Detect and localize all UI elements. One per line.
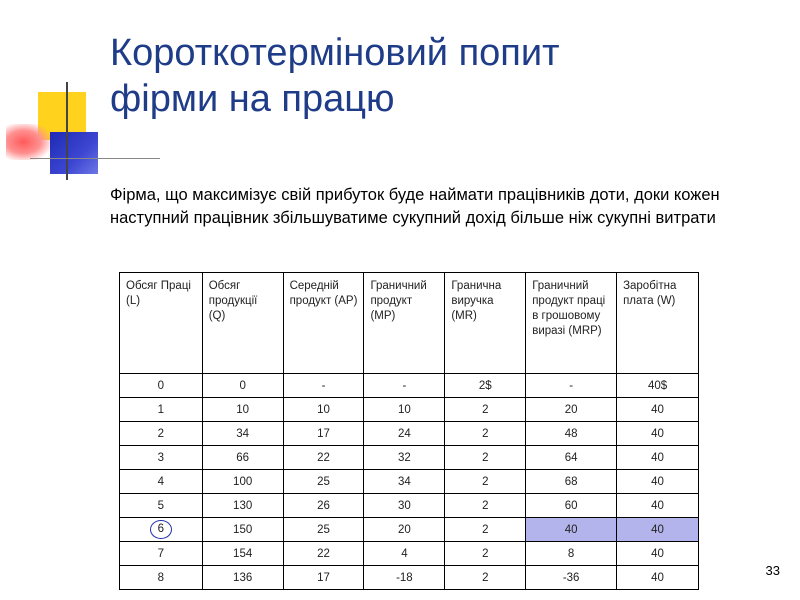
table-cell: 2 <box>445 446 526 470</box>
table-cell: 7 <box>120 542 203 566</box>
table-cell: 2 <box>445 470 526 494</box>
table-cell: 17 <box>283 422 364 446</box>
table-cell: 34 <box>364 470 445 494</box>
table-cell: 40 <box>617 542 699 566</box>
table-cell: 150 <box>202 518 283 542</box>
table-cell: 24 <box>364 422 445 446</box>
table-cell-highlighted: 40 <box>617 518 699 542</box>
table-row <box>120 446 699 470</box>
table-row <box>120 398 699 422</box>
table-cell: 10 <box>202 398 283 422</box>
table-row <box>120 542 699 566</box>
table-cell: 5 <box>120 494 203 518</box>
decor-horizontal-line <box>30 158 160 159</box>
header-marginal-revenue: Гранична виручка (MR) <box>445 273 526 374</box>
page-number: 33 <box>765 563 780 578</box>
table-cell: 60 <box>526 494 617 518</box>
table-cell: 2 <box>445 518 526 542</box>
slide-title <box>110 30 560 122</box>
table-row <box>120 494 699 518</box>
table-cell: 136 <box>202 566 283 590</box>
table-header-row <box>120 273 699 374</box>
header-output: Обсяг продукції (Q) <box>202 273 283 374</box>
table-row <box>120 422 699 446</box>
table-cell: - <box>364 374 445 398</box>
table-cell: 25 <box>283 518 364 542</box>
header-average-product: Середній продукт (AP) <box>283 273 364 374</box>
header-labor: Обсяг Праці (L) <box>120 273 203 374</box>
header-marginal-product: Граничний продукт (MP) <box>364 273 445 374</box>
table-cell: 32 <box>364 446 445 470</box>
table-cell: 2 <box>445 542 526 566</box>
table-cell: -36 <box>526 566 617 590</box>
table-cell: 1 <box>120 398 203 422</box>
table-row <box>120 374 699 398</box>
table-cell-highlighted: 40 <box>526 518 617 542</box>
table-cell: - <box>283 374 364 398</box>
table-row <box>120 470 699 494</box>
table-cell: 40 <box>617 470 699 494</box>
table-cell: 4 <box>120 470 203 494</box>
table-row-highlighted <box>120 518 699 542</box>
table-cell: 48 <box>526 422 617 446</box>
table-cell: 64 <box>526 446 617 470</box>
table-cell: 2 <box>445 422 526 446</box>
table-cell: 0 <box>202 374 283 398</box>
table-cell: 2 <box>445 566 526 590</box>
header-wage: Заробітна плата (W) <box>617 273 699 374</box>
table-cell: 25 <box>283 470 364 494</box>
labor-demand-table <box>119 272 699 590</box>
table-cell: 10 <box>364 398 445 422</box>
decor-vertical-line <box>66 82 68 180</box>
table-cell: 10 <box>283 398 364 422</box>
table-cell: 2 <box>445 494 526 518</box>
table-cell: 3 <box>120 446 203 470</box>
table-cell: 66 <box>202 446 283 470</box>
table-cell: 40 <box>617 398 699 422</box>
table-cell: 0 <box>120 374 203 398</box>
table-cell: 40 <box>617 494 699 518</box>
decor-red-square <box>6 124 50 160</box>
table-cell: 4 <box>364 542 445 566</box>
table-cell: 40 <box>617 566 699 590</box>
table-cell: 40 <box>617 446 699 470</box>
slide-title-line-1: Короткотерміновий попит <box>110 32 560 74</box>
table-cell: 40 <box>617 422 699 446</box>
table-row <box>120 566 699 590</box>
slide-paragraph: Фірма, що максимізує свій прибуток буде наймати працівників доти, доки кожен наступний працівник збільшуватиме сукупний дохід більше ніж сукупні витрати <box>110 186 720 227</box>
table-cell: 22 <box>283 446 364 470</box>
table-cell: 17 <box>283 566 364 590</box>
table-cell: - <box>526 374 617 398</box>
table-cell: 22 <box>283 542 364 566</box>
table-cell: 30 <box>364 494 445 518</box>
table-cell: 34 <box>202 422 283 446</box>
table-cell: 8 <box>120 566 203 590</box>
table-cell: 68 <box>526 470 617 494</box>
slide-title-line-2: фірми на працю <box>110 78 395 120</box>
table-cell <box>120 518 203 542</box>
table-cell: 8 <box>526 542 617 566</box>
table-cell: 100 <box>202 470 283 494</box>
header-mrp: Граничний продукт праці в грошовому виразі (MRP) <box>526 273 617 374</box>
table-cell: 40$ <box>617 374 699 398</box>
table-cell: 154 <box>202 542 283 566</box>
table-cell: -18 <box>364 566 445 590</box>
table-cell: 20 <box>526 398 617 422</box>
table-cell: 2$ <box>445 374 526 398</box>
table-cell: 26 <box>283 494 364 518</box>
circled-value: 6 <box>150 520 172 539</box>
table-cell: 130 <box>202 494 283 518</box>
table-cell: 2 <box>445 398 526 422</box>
table-cell: 2 <box>120 422 203 446</box>
table-cell: 20 <box>364 518 445 542</box>
decor-blue-square <box>50 132 98 174</box>
